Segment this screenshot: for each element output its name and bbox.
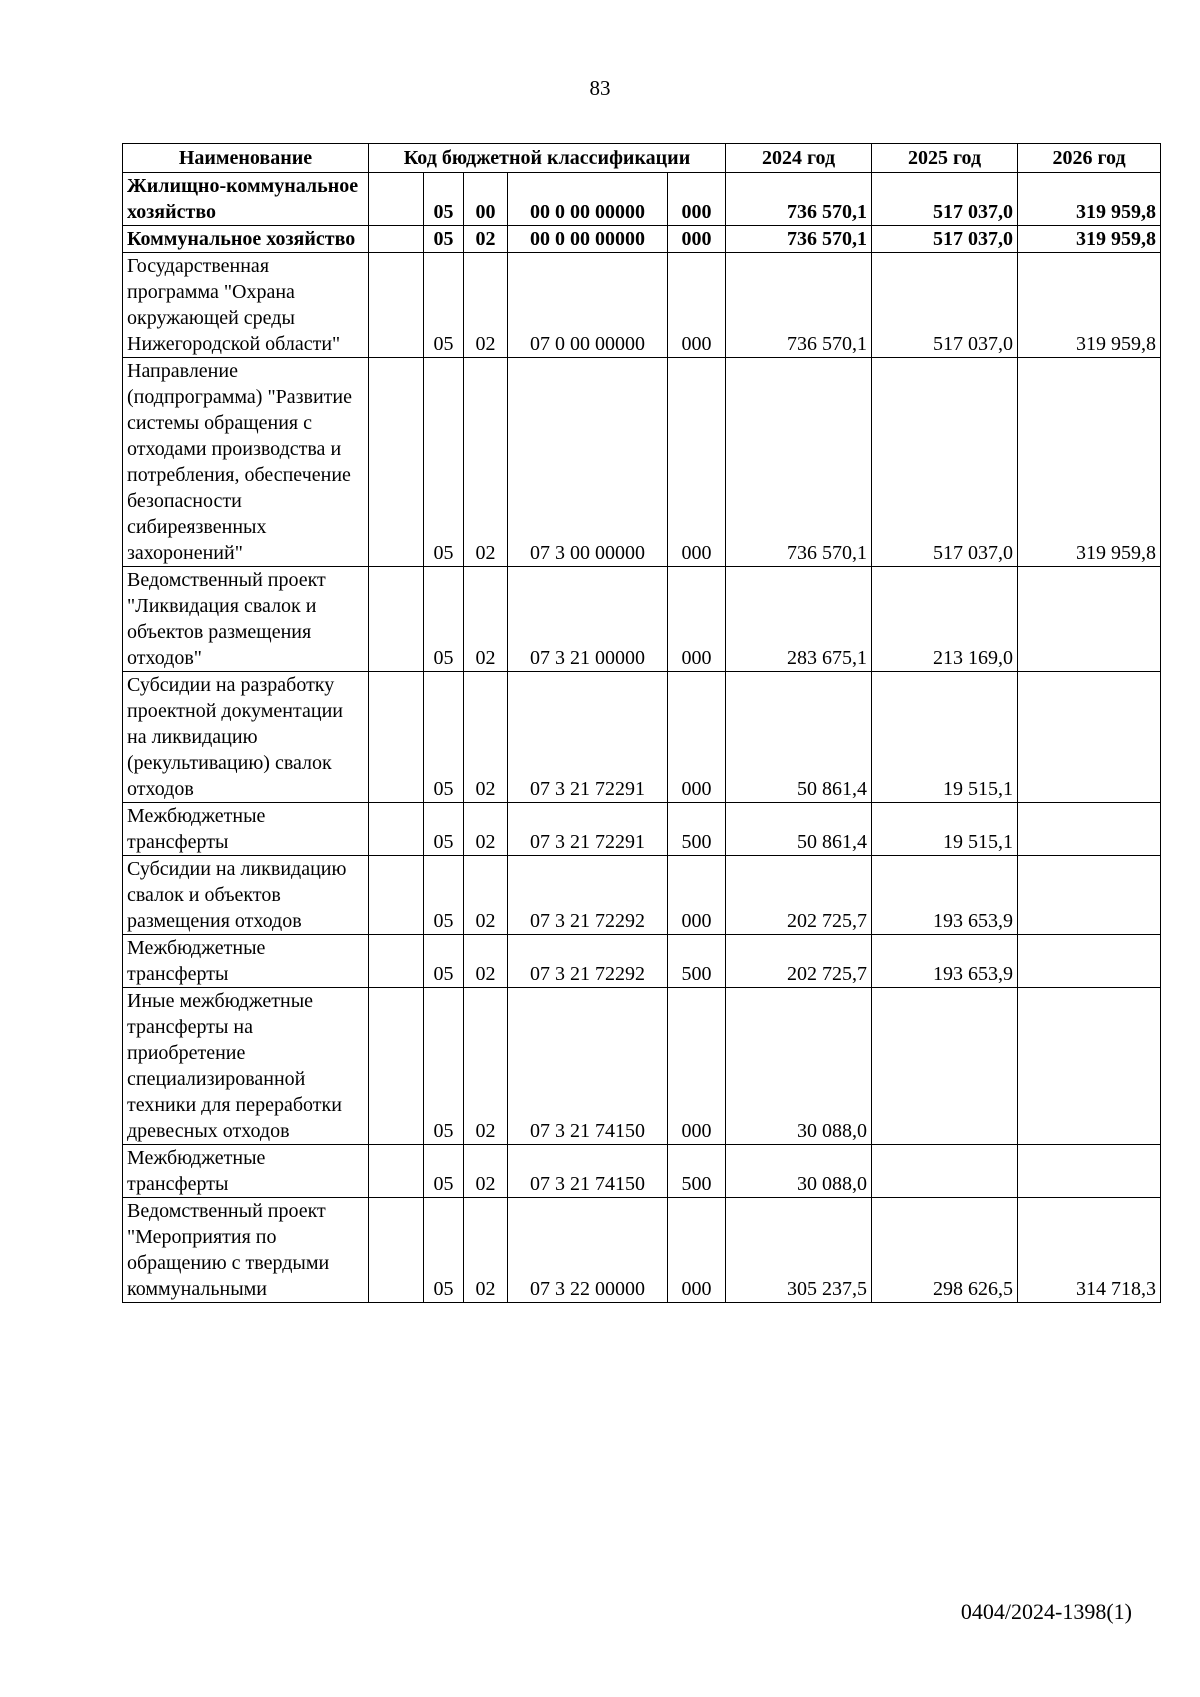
- header-name: Наименование: [123, 144, 369, 173]
- row-target-article: 00 0 00 00000: [508, 173, 668, 226]
- row-section: 05: [424, 253, 464, 358]
- row-target-article: 07 3 21 72291: [508, 803, 668, 856]
- table-row: [123, 1198, 1161, 1303]
- row-name: Государственная программа "Охрана окружающей среды Нижегородской области": [123, 253, 369, 358]
- row-target-article: 07 3 21 72292: [508, 935, 668, 988]
- row-amount-2025: 298 626,5: [872, 1198, 1018, 1303]
- row-amount-2024: 736 570,1: [726, 253, 872, 358]
- row-name: Субсидии на ликвидацию свалок и объектов размещения отходов: [123, 856, 369, 935]
- row-amount-2026: 319 959,8: [1018, 253, 1161, 358]
- row-extra: [369, 988, 424, 1145]
- row-amount-2024: 283 675,1: [726, 567, 872, 672]
- row-amount-2025: 213 169,0: [872, 567, 1018, 672]
- row-section: 05: [424, 358, 464, 567]
- row-target-article: 07 3 21 72291: [508, 672, 668, 803]
- row-subsection: 02: [464, 1198, 508, 1303]
- row-amount-2025: [872, 1145, 1018, 1198]
- row-target-article: 07 3 21 74150: [508, 988, 668, 1145]
- page-number: 83: [589, 76, 611, 100]
- header-2024: 2024 год: [726, 144, 872, 173]
- header-2025: 2025 год: [872, 144, 1018, 173]
- row-amount-2025: 517 037,0: [872, 226, 1018, 253]
- row-extra: [369, 856, 424, 935]
- row-amount-2024: 50 861,4: [726, 803, 872, 856]
- row-target-article: 07 3 00 00000: [508, 358, 668, 567]
- row-subsection: 02: [464, 226, 508, 253]
- row-amount-2024: 736 570,1: [726, 173, 872, 226]
- row-subsection: 02: [464, 253, 508, 358]
- row-amount-2026: [1018, 567, 1161, 672]
- row-expense-type: 000: [668, 567, 726, 672]
- row-amount-2025: 193 653,9: [872, 935, 1018, 988]
- row-subsection: 02: [464, 803, 508, 856]
- row-extra: [369, 935, 424, 988]
- row-name: Жилищно-коммунальное хозяйство: [123, 173, 369, 226]
- row-amount-2026: 319 959,8: [1018, 173, 1161, 226]
- header-code: Код бюджетной классификации: [369, 144, 726, 173]
- row-amount-2026: [1018, 803, 1161, 856]
- table-body: [123, 173, 1161, 1303]
- row-expense-type: 500: [668, 803, 726, 856]
- row-amount-2024: 50 861,4: [726, 672, 872, 803]
- row-target-article: 07 3 22 00000: [508, 1198, 668, 1303]
- row-extra: [369, 567, 424, 672]
- row-subsection: 02: [464, 935, 508, 988]
- table-header-row: [123, 144, 1161, 173]
- row-subsection: 02: [464, 672, 508, 803]
- row-name: Субсидии на разработку проектной документации на ликвидацию (рекультивацию) свалок отходов: [123, 672, 369, 803]
- row-subsection: 02: [464, 856, 508, 935]
- row-expense-type: 000: [668, 358, 726, 567]
- row-subsection: 02: [464, 1145, 508, 1198]
- row-amount-2026: 314 718,3: [1018, 1198, 1161, 1303]
- row-subsection: 00: [464, 173, 508, 226]
- row-amount-2026: 319 959,8: [1018, 226, 1161, 253]
- table-row: [123, 672, 1161, 803]
- row-target-article: 07 3 21 74150: [508, 1145, 668, 1198]
- row-amount-2026: [1018, 856, 1161, 935]
- row-section: 05: [424, 1198, 464, 1303]
- table-row: [123, 173, 1161, 226]
- row-extra: [369, 358, 424, 567]
- row-expense-type: 000: [668, 253, 726, 358]
- row-section: 05: [424, 856, 464, 935]
- row-amount-2024: 202 725,7: [726, 935, 872, 988]
- row-amount-2024: 736 570,1: [726, 358, 872, 567]
- row-extra: [369, 173, 424, 226]
- row-section: 05: [424, 567, 464, 672]
- row-amount-2024: 736 570,1: [726, 226, 872, 253]
- row-subsection: 02: [464, 988, 508, 1145]
- row-expense-type: 000: [668, 173, 726, 226]
- row-amount-2024: 305 237,5: [726, 1198, 872, 1303]
- row-extra: [369, 1145, 424, 1198]
- row-amount-2026: [1018, 935, 1161, 988]
- row-extra: [369, 253, 424, 358]
- row-amount-2026: 319 959,8: [1018, 358, 1161, 567]
- table-row: [123, 567, 1161, 672]
- table-row: [123, 253, 1161, 358]
- table-row: [123, 988, 1161, 1145]
- row-expense-type: 000: [668, 226, 726, 253]
- row-section: 05: [424, 173, 464, 226]
- row-section: 05: [424, 935, 464, 988]
- row-extra: [369, 803, 424, 856]
- row-subsection: 02: [464, 358, 508, 567]
- row-amount-2025: 193 653,9: [872, 856, 1018, 935]
- row-section: 05: [424, 1145, 464, 1198]
- row-subsection: 02: [464, 567, 508, 672]
- row-amount-2026: [1018, 1145, 1161, 1198]
- row-extra: [369, 226, 424, 253]
- row-amount-2025: [872, 988, 1018, 1145]
- row-target-article: 07 0 00 00000: [508, 253, 668, 358]
- table-row: [123, 358, 1161, 567]
- row-target-article: 00 0 00 00000: [508, 226, 668, 253]
- row-target-article: 07 3 21 00000: [508, 567, 668, 672]
- header-2026: 2026 год: [1018, 144, 1161, 173]
- row-name: Ведомственный проект "Мероприятия по обращению с твердыми коммунальными: [123, 1198, 369, 1303]
- row-name: Межбюджетные трансферты: [123, 1145, 369, 1198]
- row-name: Коммунальное хозяйство: [123, 226, 369, 253]
- row-expense-type: 000: [668, 856, 726, 935]
- row-extra: [369, 1198, 424, 1303]
- row-name: Межбюджетные трансферты: [123, 803, 369, 856]
- row-extra: [369, 672, 424, 803]
- row-amount-2026: [1018, 988, 1161, 1145]
- row-amount-2025: 517 037,0: [872, 358, 1018, 567]
- row-amount-2025: 517 037,0: [872, 253, 1018, 358]
- row-expense-type: 000: [668, 672, 726, 803]
- row-amount-2024: 30 088,0: [726, 1145, 872, 1198]
- row-amount-2026: [1018, 672, 1161, 803]
- row-expense-type: 000: [668, 1198, 726, 1303]
- row-section: 05: [424, 803, 464, 856]
- table-row: [123, 935, 1161, 988]
- document-id: 0404/2024-1398(1): [960, 1599, 1132, 1624]
- row-expense-type: 500: [668, 1145, 726, 1198]
- row-amount-2024: 202 725,7: [726, 856, 872, 935]
- row-amount-2024: 30 088,0: [726, 988, 872, 1145]
- row-expense-type: 500: [668, 935, 726, 988]
- row-amount-2025: 19 515,1: [872, 672, 1018, 803]
- table-row: [123, 803, 1161, 856]
- row-amount-2025: 19 515,1: [872, 803, 1018, 856]
- row-section: 05: [424, 672, 464, 803]
- row-name: Иные межбюджетные трансферты на приобретение специализированной техники для переработки древесных отходов: [123, 988, 369, 1145]
- table-row: [123, 1145, 1161, 1198]
- row-name: Направление (подпрограмма) "Развитие системы обращения с отходами производства и потребления, обеспечение безопасности сибиреязвенных захоронений": [123, 358, 369, 567]
- table-row: [123, 856, 1161, 935]
- budget-table: [122, 143, 1161, 1303]
- table-row: [123, 226, 1161, 253]
- row-section: 05: [424, 226, 464, 253]
- row-section: 05: [424, 988, 464, 1145]
- row-expense-type: 000: [668, 988, 726, 1145]
- row-name: Межбюджетные трансферты: [123, 935, 369, 988]
- row-target-article: 07 3 21 72292: [508, 856, 668, 935]
- row-name: Ведомственный проект "Ликвидация свалок и объектов размещения отходов": [123, 567, 369, 672]
- row-amount-2025: 517 037,0: [872, 173, 1018, 226]
